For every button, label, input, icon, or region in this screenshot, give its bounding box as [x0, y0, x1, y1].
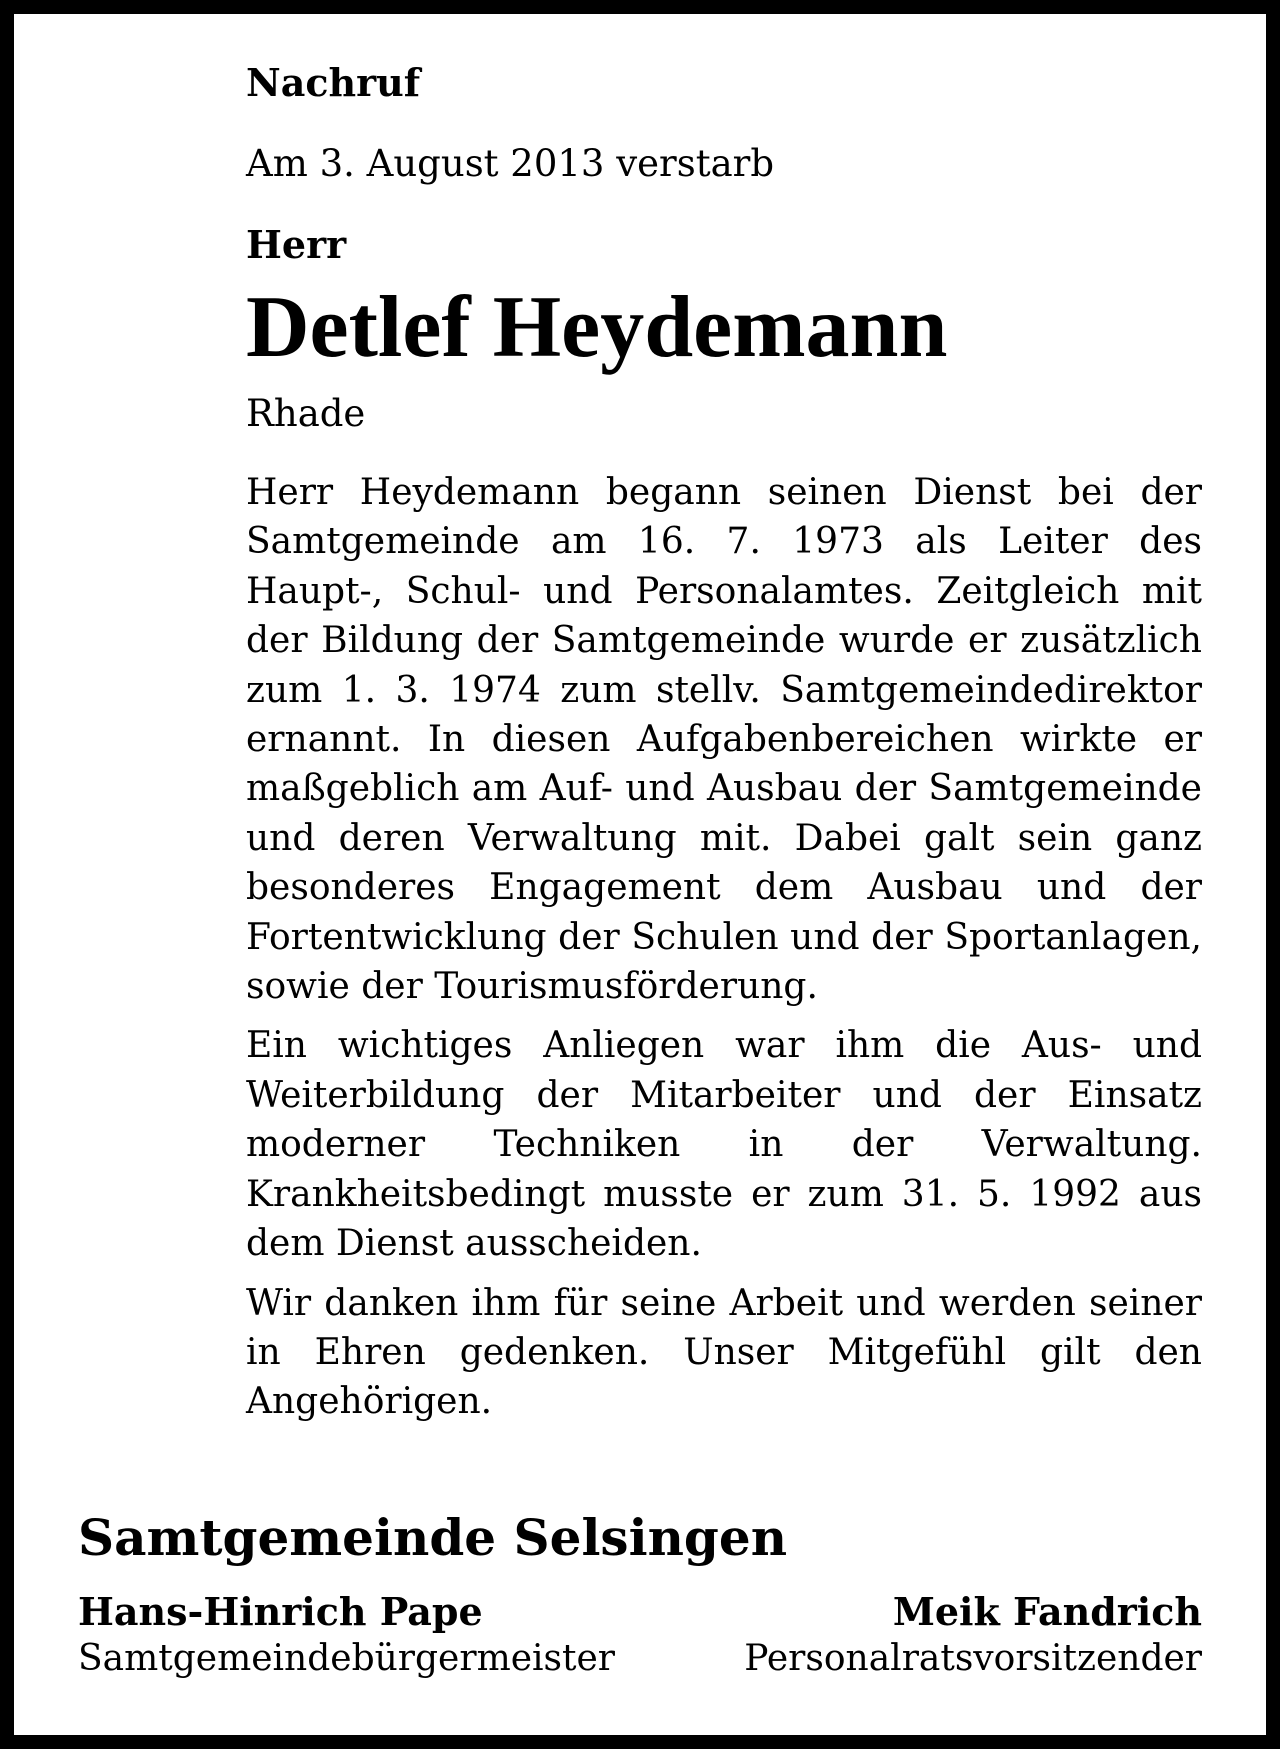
- body-paragraph: Ein wichtiges Anliegen war ihm die Aus- und Weiterbildung der Mitarbeiter und der Einsatz moderner Techniken in der Verwaltung. Krankheitsbedingt musste er zum 31. 5. 1992 aus dem Dienst ausscheiden.: [246, 1025, 1202, 1265]
- death-date-line: Am 3. August 2013 verstarb: [246, 142, 775, 185]
- body-paragraph: Wir danken ihm für seine Arbeit und werden seiner in Ehren gedenken. Unser Mitgefühl gilt den Angehörigen.: [246, 1282, 1202, 1423]
- signer-name: Hans-Hinrich Pape: [78, 1589, 483, 1634]
- obituary-notice: [14, 14, 1266, 1735]
- salutation: Herr: [246, 222, 347, 267]
- deceased-name: Detlef Heydemann: [246, 279, 948, 376]
- organization-name: Samtgemeinde Selsingen: [78, 1508, 788, 1567]
- obituary-body: [246, 468, 1202, 1437]
- notice-heading: Nachruf: [246, 60, 421, 105]
- signer-role: Samtgemeindebürgermeister: [78, 1637, 615, 1679]
- signer-mayor: [78, 1588, 615, 1682]
- signer-name: Meik Fandrich: [892, 1589, 1202, 1634]
- residence-place: Rhade: [246, 392, 366, 435]
- signer-staff-council: [744, 1588, 1202, 1682]
- signer-role: Personalratsvorsitzender: [744, 1637, 1202, 1679]
- signature-block: [78, 1588, 1202, 1682]
- body-paragraph: Herr Heydemann begann seinen Dienst bei der Samtgemeinde am 16. 7. 1973 als Leiter des Haupt-, Schul- und Personalamtes. Zeitgleich mit der Bildung der Samtgemeinde wurde er zusätzlich zum 1. 3. 1974 zum stellv. Samtgemeindedirektor ernannt. In diesen Aufgabenbereichen wirkte er maßgeblich am Auf- und Ausbau der Samtgemeinde und deren Verwaltung mit. Dabei galt sein ganz besonderes Engagement dem Ausbau und der Fortentwicklung der Schulen und der Sportanlagen, sowie der Tourismusförderung.: [246, 472, 1202, 1008]
